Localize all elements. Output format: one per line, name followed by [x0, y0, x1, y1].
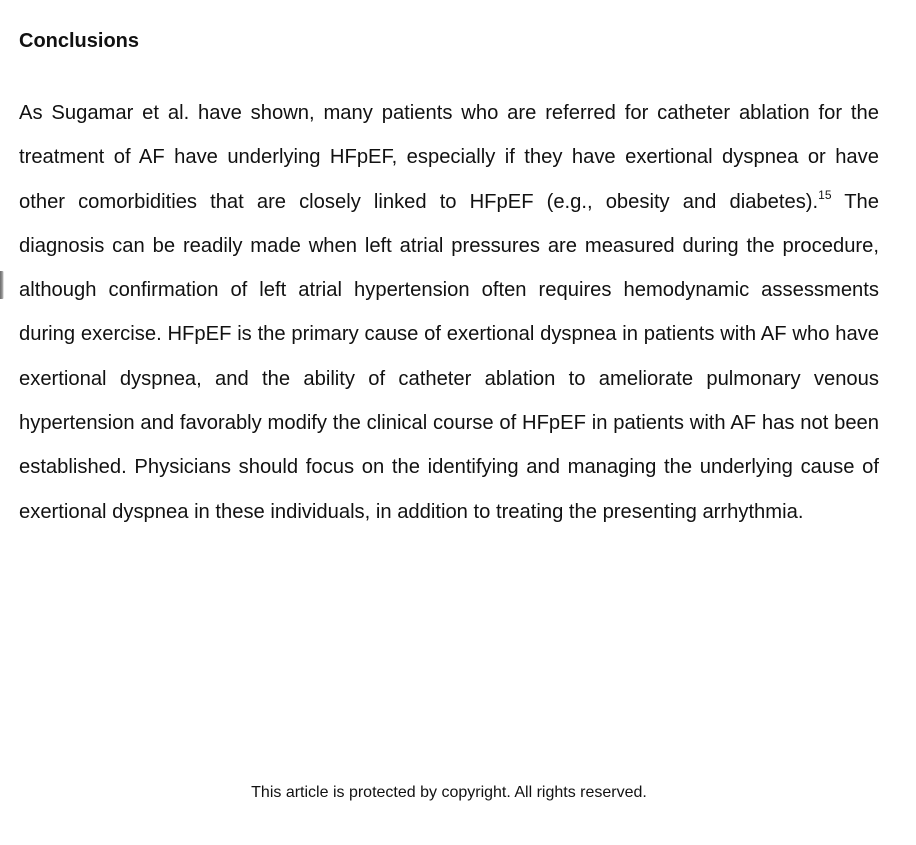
- citation-superscript: 15: [818, 187, 832, 202]
- section-heading: Conclusions: [19, 30, 140, 52]
- paragraph-text-part1: As Sugamar et al. have shown, many patients who are referred for catheter ablation for the treatment of AF have underlying HFpEF, especially if they have exertional dyspnea or have other comorbidities that are closely linked to HFpEF (e.g., obesity and diabetes).: [19, 102, 879, 213]
- copyright-footer: This article is protected by copyright. All rights reserved.: [251, 784, 647, 801]
- page-edge-marker: [0, 271, 4, 299]
- conclusions-paragraph: [19, 91, 879, 534]
- paragraph-text-part2: The diagnosis can be readily made when left atrial pressures are measured during the procedure, although confirmation of left atrial hypertension often requires hemodynamic assessments during exercise. HFpEF is the primary cause of exertional dyspnea in patients with AF who have exertional dyspnea, and the ability of catheter ablation to ameliorate pulmonary venous hypertension and favorably modify the clinical course of HFpEF in patients with AF has not been established. Physicians should focus on the identifying and managing the underlying cause of exertional dyspnea in these individuals, in addition to treating the presenting arrhythmia.: [19, 190, 879, 523]
